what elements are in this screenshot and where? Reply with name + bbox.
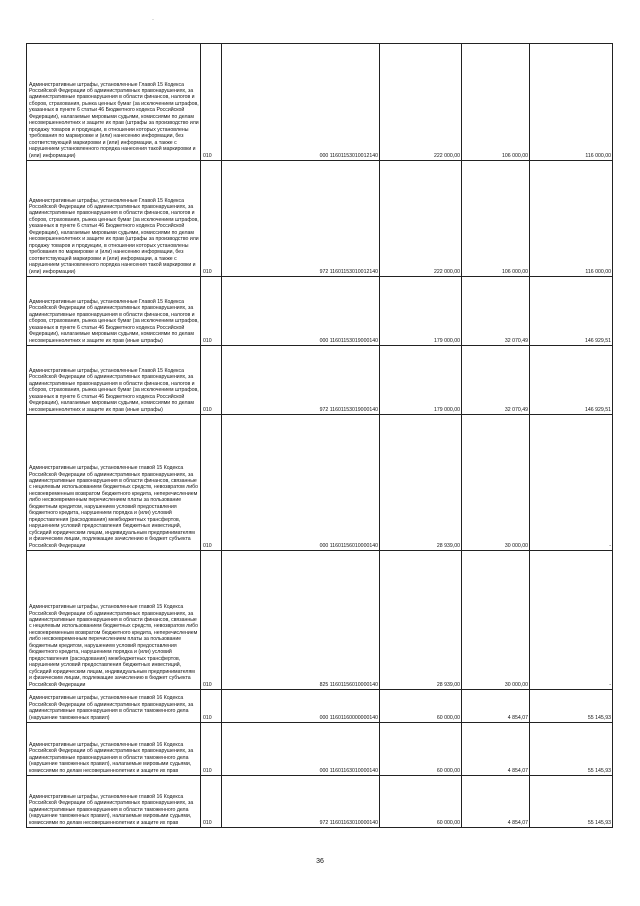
table-row [27, 415, 613, 551]
row-executed: 106 000,00 [462, 44, 530, 161]
row-unexecuted: 146 929,51 [530, 277, 613, 346]
page-number: 36 [316, 858, 324, 865]
row-code: 010 [201, 690, 222, 723]
row-kbk: 972 11601153010012140 [222, 161, 380, 277]
row-executed: 30 000,00 [462, 551, 530, 690]
row-name: Административные штрафы, установленные Главой 15 Кодекса Российской Федерации об административных правонарушениях, за административные правонарушения в области финансов, налогов и сборов, страхования, рынка ценных бумаг (за исключением штрафов, указанных в пункте 6 статьи 46 Бюджетного кодекса Российской Федерации), налагаемые мировыми судьями, комиссиями по делам несовершеннолетних и защите их прав (иные штрафы) [27, 277, 201, 346]
row-unexecuted: 116 000,00 [530, 44, 613, 161]
row-unexecuted: 55 145,93 [530, 776, 613, 828]
row-kbk: 000 11601163010000140 [222, 723, 380, 776]
row-approved: 28 939,00 [380, 415, 462, 551]
row-name: Административные штрафы, установленные главой 15 Кодекса Российской Федерации об административных правонарушениях, за административные правонарушения в области финансов, связанные с нецелевым использованием бюджетных средств, невозвратом либо несвоевременным возвратом бюджетного кредита, неперечислением либо несвоевременным перечислением платы за пользование бюджетным кредитом, нарушением условий предоставления бюджетного кредита, нарушением порядка и (или) условий предоставления (расходования) межбюджетных трансфертов, нарушением условий предоставления бюджетных инвестиций, субсидий юридическим лицам, индивидуальным предпринимателям и физическим лицам, подлежащие зачислению в бюджет субъекта Российской Федерации [27, 415, 201, 551]
table-row [27, 723, 613, 776]
row-approved: 222 000,00 [380, 161, 462, 277]
row-code: 010 [201, 415, 222, 551]
row-code: 010 [201, 776, 222, 828]
row-approved: 179 000,00 [380, 277, 462, 346]
row-approved: 60 000,00 [380, 723, 462, 776]
table-row [27, 551, 613, 690]
table-row [27, 44, 613, 161]
row-code: 010 [201, 44, 222, 161]
row-code: 010 [201, 551, 222, 690]
table-row [27, 690, 613, 723]
row-executed: 32 070,49 [462, 346, 530, 415]
row-executed: 32 070,49 [462, 277, 530, 346]
row-unexecuted: 116 000,00 [530, 161, 613, 277]
table-row [27, 277, 613, 346]
table-row [27, 776, 613, 828]
row-approved: 60 000,00 [380, 690, 462, 723]
row-kbk: 825 11601156010000140 [222, 551, 380, 690]
scan-mark: · [152, 17, 154, 23]
row-kbk: 000 11601156010000140 [222, 415, 380, 551]
row-kbk: 972 11601163010000140 [222, 776, 380, 828]
row-unexecuted: - [530, 551, 613, 690]
row-kbk: 000 11601160000000140 [222, 690, 380, 723]
row-unexecuted: 55 145,93 [530, 690, 613, 723]
row-approved: 60 000,00 [380, 776, 462, 828]
income-report-table [26, 43, 613, 828]
row-approved: 179 000,00 [380, 346, 462, 415]
row-executed: 30 000,00 [462, 415, 530, 551]
row-code: 010 [201, 277, 222, 346]
row-name: Административные штрафы, установленные главой 16 Кодекса Российской Федерации об административных правонарушениях, за административные правонарушения в области таможенного дела (нарушение таможенных правил), налагаемые мировыми судьями, комиссиями по делам несовершеннолетних и защите их прав [27, 723, 201, 776]
row-kbk: 000 11601153010012140 [222, 44, 380, 161]
row-executed: 106 000,00 [462, 161, 530, 277]
row-code: 010 [201, 723, 222, 776]
row-kbk: 972 11601153019000140 [222, 346, 380, 415]
row-name: Административные штрафы, установленные Главой 15 Кодекса Российской Федерации об административных правонарушениях, за административные правонарушения в области финансов, налогов и сборов, страхования, рынка ценных бумаг (за исключением штрафов, указанных в пункте 6 статьи 46 Бюджетного кодекса Российской Федерации), налагаемые мировыми судьями, комиссиями по делам несовершеннолетних и защите их прав (штрафы за производство или продажу товаров и продукции, в отношении которых установлены требования по маркировке и (или) нанесению информации, без соответствующей маркировки и (или) информации, а также с нарушением установленного порядка нанесения такой маркировки и (или) информации) [27, 44, 201, 161]
row-unexecuted: 146 929,51 [530, 346, 613, 415]
row-executed: 4 854,07 [462, 690, 530, 723]
row-name: Административные штрафы, установленные Главой 15 Кодекса Российской Федерации об административных правонарушениях, за административные правонарушения в области финансов, налогов и сборов, страхования, рынка ценных бумаг (за исключением штрафов, указанных в пункте 6 статьи 46 Бюджетного кодекса Российской Федерации), налагаемые мировыми судьями, комиссиями по делам несовершеннолетних и защите их прав (иные штрафы) [27, 346, 201, 415]
row-code: 010 [201, 161, 222, 277]
row-approved: 222 000,00 [380, 44, 462, 161]
row-executed: 4 854,07 [462, 723, 530, 776]
row-name: Административные штрафы, установленные Главой 15 Кодекса Российской Федерации об административных правонарушениях, за административные правонарушения в области финансов, налогов и сборов, страхования, рынка ценных бумаг (за исключением штрафов, указанных в пункте 6 статьи 46 Бюджетного кодекса Российской Федерации), налагаемые мировыми судьями, комиссиями по делам несовершеннолетних и защите их прав (штрафы за производство или продажу товаров и продукции, в отношении которых установлены требования по маркировке и (или) нанесению информации, без соответствующей маркировки и (или) информации, а также с нарушением установленного порядка нанесения такой маркировки и (или) информации) [27, 161, 201, 277]
table-row [27, 161, 613, 277]
row-executed: 4 854,07 [462, 776, 530, 828]
row-approved: 28 939,00 [380, 551, 462, 690]
row-unexecuted: 55 145,93 [530, 723, 613, 776]
row-kbk: 000 11601153019000140 [222, 277, 380, 346]
table-row [27, 346, 613, 415]
row-name: Административные штрафы, установленные главой 15 Кодекса Российской Федерации об административных правонарушениях, за административные правонарушения в области финансов, связанные с нецелевым использованием бюджетных средств, невозвратом либо несвоевременным возвратом бюджетного кредита, неперечислением либо несвоевременным перечислением платы за пользование бюджетным кредитом, нарушением условий предоставления бюджетного кредита, нарушением порядка и (или) условий предоставления (расходования) межбюджетных трансфертов, нарушением условий предоставления бюджетных инвестиций, субсидий юридическим лицам, индивидуальным предпринимателям и физическим лицам, подлежащие зачислению в бюджет субъекта Российской Федерации [27, 551, 201, 690]
table-body [27, 44, 613, 828]
row-name: Административные штрафы, установленные главой 16 Кодекса Российской Федерации об административных правонарушениях, за административные правонарушения в области таможенного дела (нарушение таможенных правил) [27, 690, 201, 723]
row-unexecuted: - [530, 415, 613, 551]
row-code: 010 [201, 346, 222, 415]
row-name: Административные штрафы, установленные главой 16 Кодекса Российской Федерации об административных правонарушениях, за административные правонарушения в области таможенного дела (нарушение таможенных правил), налагаемые мировыми судьями, комиссиями по делам несовершеннолетних и защите их прав [27, 776, 201, 828]
